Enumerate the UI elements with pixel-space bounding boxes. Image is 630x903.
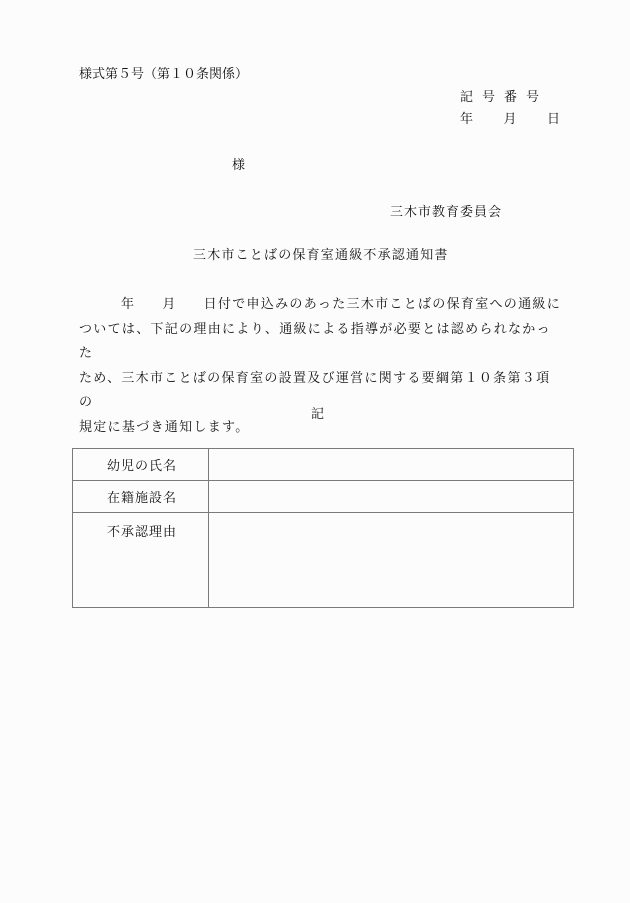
form-number: 様式第５号（第１０条関係） (79, 67, 249, 82)
ki-heading: 記 (311, 407, 325, 422)
body-line-2: ついては、下記の理由により、通級による指導が必要とは認められなかった (79, 321, 551, 361)
child-name-field[interactable] (209, 449, 574, 481)
document-title: 三木市ことばの保育室通級不承認通知書 (193, 248, 449, 263)
issuer-name: 三木市教育委員会 (390, 205, 503, 220)
table-row (73, 481, 574, 513)
date-month: 月 (503, 112, 517, 127)
record-number-label: 記号番号 (460, 90, 549, 105)
body-line-3: ため、三木市ことばの保育室の設置及び運営に関する要綱第１０条第３項の (79, 370, 551, 410)
date-day: 日 (546, 112, 560, 127)
table-row (73, 449, 574, 481)
date-year: 年 (460, 112, 474, 127)
body-date-month: 月 (162, 297, 177, 312)
info-table (72, 448, 574, 608)
rejection-reason-field[interactable] (209, 513, 574, 608)
facility-name-field[interactable] (209, 481, 574, 513)
addressee-suffix: 様 (232, 158, 246, 173)
body-line-1 (79, 293, 564, 318)
child-name-label: 幼児の氏名 (73, 449, 209, 481)
rejection-reason-label: 不承認理由 (73, 513, 209, 608)
table-row (73, 513, 574, 608)
facility-name-label: 在籍施設名 (73, 481, 209, 513)
issue-date-line (460, 112, 560, 128)
body-line-1-text: 日付で申込みのあった三木市ことばの保育室への通級に (203, 297, 561, 312)
body-line-4: 規定に基づき通知します。 (79, 419, 250, 435)
body-date-year: 年 (121, 297, 136, 312)
